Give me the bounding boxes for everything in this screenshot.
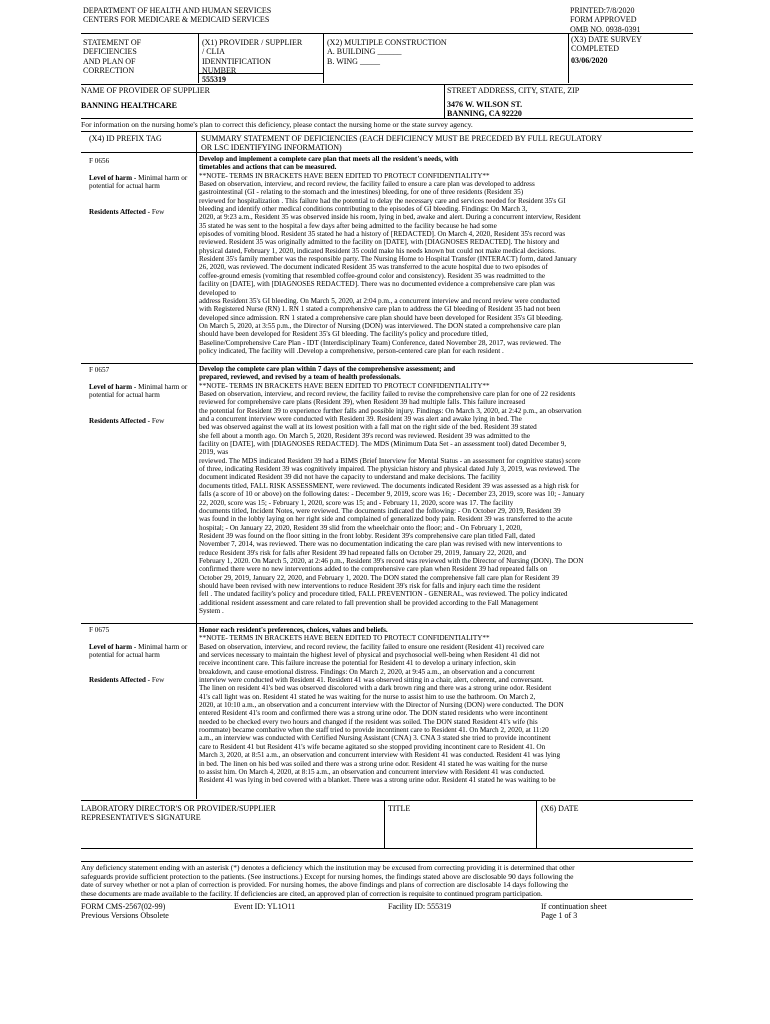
harm-level-label: Level of harm -: [89, 383, 139, 391]
body-line: documents titled, FALL RISK ASSESSMENT, were reviewed. The documents indicated Resident 39 was assessed as a high risk for: [199, 481, 580, 490]
title-line: Develop the complete care plan within 7 days of the comprehensive assessment; and: [199, 365, 456, 373]
harm-level-value: Minimal harm or potential for actual harm: [89, 174, 188, 191]
title-field-label: TITLE: [388, 804, 411, 813]
body-line: reviewed. Resident 35 was originally admitted to the facility on [DATE], with [DIAGNOSES REDACTED]. The history and: [199, 238, 560, 247]
page-indicator: [541, 902, 607, 921]
title-line: Honor each resident's preferences, choices, values and beliefs.: [199, 626, 388, 634]
id-prefix-tag-header: (X4) ID PREFIX TAG: [89, 134, 162, 143]
deficiency-title: [199, 365, 692, 382]
body-line: **NOTE- TERMS IN BRACKETS HAVE BEEN EDITED TO PROTECT CONFIDENTIALITY**: [199, 381, 490, 390]
harm-level-label: Level of harm -: [89, 174, 139, 182]
deficiency-narrative: [199, 155, 692, 355]
footnote-line: these documents are made available to the facility. If deficiencies are cited, an approved plan of correction is requisite to continued program participation.: [81, 889, 543, 899]
director-signature-label-2: REPRESENTATIVE'S SIGNATURE: [81, 813, 201, 823]
footnote-line: Any deficiency statement ending with an asterisk (*) denotes a deficiency which the institution may be excused from correcting providing it is determined that other: [81, 863, 575, 872]
body-line: Baseline/Comprehensive Care Plan - IDT (Interdisciplinary Team) Conference, dated November 28, 2017, was reviewed. The: [199, 338, 561, 347]
body-line: care to Resident 41 but Resident 41's wife became agitated so she stopped providing incontinent care to Resident 41. On: [199, 742, 546, 751]
deficiency-body: [199, 382, 692, 616]
body-line: with Registered Nurse (RN) 1. RN 1 stated a comprehensive care plan to address the GI bleeding of Resident 35 had not been: [199, 305, 561, 314]
provider-id-label: [202, 38, 302, 75]
x2-line: B. WING _____: [327, 56, 380, 66]
harm-level-value: Minimal harm or potential for actual harm: [89, 383, 188, 400]
body-line: entered Resident 41's room and confirmed there was a strong urine odor. The DON stated residents who were incontinent: [199, 709, 548, 718]
printed-date: PRINTED:7/8/2020: [570, 6, 635, 15]
date-field-label: (X6) DATE: [541, 804, 579, 813]
residents-affected-value: Few: [151, 676, 165, 684]
deficiency-title: [199, 155, 692, 172]
x1-line: IDENNTIFICATION: [202, 56, 271, 66]
street-address-line-2: BANNING, CA 92220: [447, 109, 522, 118]
body-line: confirmed there were no new interventions added to the comprehensive care plan when Resident 39 had repeated falls on: [199, 565, 548, 574]
body-line: interview were conducted with Resident 41. Resident 41 was observed sitting in a chair, alert, coherent, and conversant.: [199, 676, 544, 685]
deficiency-body: [199, 172, 692, 356]
body-line: 26, 2020, was reviewed. The document indicated Resident 35 was transferred to the acute hospital due to two episodes of: [199, 263, 548, 272]
body-line: of three, indicating Resident 39 was cognitively impaired. The physician history and physical dated July 3, 2019, was reviewed. The: [199, 465, 580, 474]
body-line: should have been developed for Resident 35's GI bleeding. The facility's policy and procedure titled,: [199, 330, 489, 339]
deficiency-tag-block: [89, 626, 193, 634]
x1-line: NUMBER: [202, 65, 237, 75]
body-line: **NOTE- TERMS IN BRACKETS HAVE BEEN EDITED TO PROTECT CONFIDENTIALITY**: [199, 171, 490, 180]
deficiency-body: [199, 634, 692, 784]
body-line: address Resident 35's GI bleeding. On March 5, 2020, at 2:04 p.m., a concurrent interview and record review were conducted: [199, 296, 560, 305]
form-number-block: [81, 902, 169, 921]
form-number: FORM CMS-2567(02-99): [81, 902, 166, 911]
body-line: document indicated Resident 39 did not have the capacity to understand and make decisions. The facility: [199, 473, 501, 482]
agency-line-2: CENTERS FOR MEDICARE & MEDICAID SERVICES: [83, 15, 270, 25]
body-line: Resident 39 was found on the floor sitting in the front lobby. Resident 39's comprehensive care plan titled Fall, dated: [199, 531, 535, 540]
director-signature-label-1: LABORATORY DIRECTOR'S OR PROVIDER/SUPPLIER: [81, 804, 276, 813]
title-line: timetables and actions that can be measured.: [199, 163, 337, 172]
body-line: roommate) became combative when the staff tried to provide incontinent care to Resident 41. On March 2, 2020, at 11:20: [199, 726, 549, 735]
body-line: **NOTE- TERMS IN BRACKETS HAVE BEEN EDITED TO PROTECT CONFIDENTIALITY**: [199, 634, 490, 643]
body-line: developed to: [199, 288, 236, 297]
body-line: and services necessary to maintain the highest level of physical and psychosocial well-being when Resident 41 did not: [199, 651, 540, 660]
residents-affected-label: Residents Affected -: [89, 676, 152, 684]
signature-block: [81, 804, 276, 823]
x1-line: / CLIA: [202, 47, 225, 57]
omb-number: OMB NO. 0938-0391: [570, 24, 641, 34]
deficiency-tag: F 0657: [89, 366, 110, 374]
contact-note: For information on the nursing home's plan to correct this deficiency, please contact the nursing home or the state survey agency.: [81, 120, 473, 129]
street-address-label: STREET ADDRESS, CITY, STATE, ZIP: [447, 86, 580, 95]
body-line: facility on [DATE], with [DIAGNOSES REDACTED]. The MDS (Minimum Data Set - an assessment tool) dated December 9,: [199, 440, 567, 449]
body-line: bleeding and identify other medical conditions contributing to the episodes of GI bleeding. Findings: On March 3,: [199, 205, 528, 214]
harm-level-value: Minimal harm or potential for actual harm: [89, 643, 188, 660]
deficiency-narrative: [199, 365, 692, 615]
harm-level-label: Level of harm -: [89, 643, 139, 651]
form-status-block: [570, 6, 640, 34]
title-line: prepared, reviewed, and revised by a team of health professionals.: [199, 373, 401, 382]
body-line: System .: [199, 606, 224, 615]
footnote-line: safeguards provide sufficient protection to the patients. (See instructions.) Except for nursing homes, the findings stated above are disclosable 90 days following the: [81, 871, 574, 881]
body-line: should have been revised with new interventions to reduce Resident 39's risk for falls and injury each time the resident: [199, 581, 541, 590]
harm-level: [89, 643, 193, 660]
deficiency-tag: F 0675: [89, 626, 110, 634]
body-line: 22, 2020, score was 15; - February 1, 2020, score was 15; and - February 11, 2020, score was 17. The facility: [199, 498, 514, 507]
body-line: November 7, 2014, was reviewed. There was no documentation indicating the care plan was revised with new interventions to: [199, 540, 562, 549]
body-line: to assist him. On March 4, 2020, at 8:15 a.m., an observation and concurrent interview with Resident 41 was conducted.: [199, 767, 545, 776]
body-line: February 1, 2020. On March 5, 2020, at 2:46 p.m., Resident 39's record was reviewed with the Director of Nursing (DON). The DON: [199, 556, 584, 565]
footnote-line: date of survey whether or not a plan of correction is provided. For nursing homes, the above findings and plans of correction are disclosable 14 days following the: [81, 880, 569, 890]
summary-header-line-1: SUMMARY STATEMENT OF DEFICIENCIES (EACH DEFICIENCY MUST BE PRECEDED BY FULL REGULATORY: [201, 134, 603, 143]
x2-line: A. BUILDING ______: [327, 47, 402, 57]
body-line: On March 5, 2020, at 3:55 p.m., the Director of Nursing (DON) was interviewed. The DON stated a comprehensive care plan: [199, 321, 561, 330]
body-line: 35 stated he was sent to the hospital a few days after being admitted to the facility because he had some: [199, 221, 497, 230]
harm-level: [89, 383, 193, 400]
body-line: hospital; - On January 22, 2020, Resident 39 slid from the wheelchair onto the floor; and - On February 1, 2020,: [199, 523, 522, 532]
page-number: Page 1 of 3: [541, 911, 578, 921]
body-line: facility on [DATE], with [DIAGNOSES REDACTED]. There was no documented evidence a comprehensive care plan was: [199, 280, 555, 289]
body-line: reduce Resident 39's risk for falls after Resident 39 had repeated falls on October 29, 2019, January 22, 2020, and: [199, 548, 527, 557]
harm-level: [89, 174, 193, 191]
residents-affected: [89, 417, 193, 425]
body-line: Resident 41 was lying in bed covered with a blanket. There was a strong urine odor. Resident 41 stated he was waiting to be: [199, 776, 556, 785]
body-line: reviewed. The MDS indicated Resident 39 had a BIMS (Brief Interview for Mental Status - an assessment for cognitive status) score: [199, 456, 581, 465]
body-line: the potential for Resident 39 to experience further falls and possible injury. Findings: On March 3, 2020, at 2:42 p.m., an observation: [199, 406, 582, 415]
body-line: 2019, was: [199, 448, 229, 457]
body-line: 2020, at 9:23 a.m., Resident 35 was observed inside his room, lying in bed, awake and alert. During a concurrent interview, Resident: [199, 213, 581, 222]
body-line: was found in the lobby laying on her right side and complained of generalized body pain. Resident 39 was transferred to the acute: [199, 515, 573, 524]
agency-header: [83, 6, 271, 25]
summary-header: [201, 134, 602, 153]
body-line: bed was observed against the wall at its lowest position with a fall mat on the right side of the bed. Resident 39 stated: [199, 423, 537, 432]
body-line: physical dated, February 1, 2020, indicated Resident 35 could make his needs known but could not make medical decisions.: [199, 246, 556, 255]
body-line: .additional resident assessment and care related to fall prevention shall be provided according to the Fall Management: [199, 598, 539, 607]
residents-affected-label: Residents Affected -: [89, 208, 152, 216]
provider-name: BANNING HEALTHCARE: [81, 101, 177, 110]
multiple-construction-label: [327, 38, 447, 66]
body-line: October 29, 2019, January 22, 2020, and February 1, 2020. The DON stated the comprehensive fall care plan for Resident 39: [199, 573, 559, 582]
body-line: reviewed for comprehensive care plans (Resident 39), when Resident 39 had multiple falls. This failure increased: [199, 398, 526, 407]
statement-line: STATEMENT OF: [83, 38, 142, 47]
previous-versions-note: Previous Versions Obsolete: [81, 911, 169, 921]
x3-line: COMPLETED: [571, 44, 619, 54]
residents-affected: [89, 208, 193, 216]
body-line: documents titled, Incident Notes, were reviewed. The documents indicated the following: - On October 29, 2019, Resident 39: [199, 506, 561, 515]
body-line: developed since admission. RN 1 stated a comprehensive care plan should have been developed for Resident 35's GI bleeding.: [199, 313, 563, 322]
disclosure-footnote: [81, 864, 575, 899]
body-line: 2020, at 10:10 a.m., an observation and a concurrent interview with the Director of Nursing (DON) were conducted. The DON: [199, 701, 564, 710]
residents-affected-label: Residents Affected -: [89, 417, 152, 425]
deficiency-tag-block: [89, 157, 193, 165]
body-line: breakdown, and cause emotional distress. Findings: On March 2, 2020, at 9:45 a.m., an observation and a concurrent: [199, 667, 535, 676]
body-line: gastrointestinal (GI - relating to the stomach and the intestines) bleeding, for one of three residents (Resident 35): [199, 188, 524, 197]
body-line: Resident 35's family member was the responsible party. The Nursing Home to Hospital Transfer (INTERACT) form, dated January: [199, 255, 577, 264]
residents-affected: [89, 676, 193, 684]
body-line: coffee-ground emesis (vomiting that resembled coffee-ground color and consistency). Resident 35 was readmitted to the: [199, 271, 546, 280]
provider-name-label: NAME OF PROVIDER OF SUPPLIER: [81, 86, 210, 95]
body-line: The linen on resident 41's bed was observed discolored with a dark brown ring and there was a strong urine odor. Resident: [199, 684, 552, 693]
x1-line: (X1) PROVIDER / SUPPLIER: [202, 38, 303, 47]
x3-line: (X3) DATE SURVEY: [571, 35, 642, 44]
body-line: 41's call light was on. Resident 41 stated he was waiting for the nurse to assist him to use the bathroom. On March 2,: [199, 692, 536, 701]
body-line: Based on observation, interview, and record review, the facility failed to ensure one resident (Resident 41) received care: [199, 642, 545, 651]
title-line: Develop and implement a complete care plan that meets all the resident's needs, with: [199, 155, 459, 163]
statement-line: DEFICIENCIES: [83, 47, 137, 57]
provider-id-number: 555319: [202, 75, 226, 84]
body-line: falls (a score of 10 or above) on the following dates: - December 9, 2019, score was 16; - December 23, 2019, score was 10; - January: [199, 490, 585, 499]
survey-completed-date: 03/06/2020: [571, 56, 608, 65]
body-line: in bed. The linen on his bed was soiled and there was a strong urine odor. Resident 41 stated he was waiting for the nurse: [199, 759, 548, 768]
body-line: needed to be checked every two hours and changed if the resident was soiled. The DON stated Resident 41's wife (his: [199, 717, 538, 726]
deficiency-tag: F 0656: [89, 157, 110, 165]
date-survey-label: [571, 35, 642, 54]
deficiency-narrative: [199, 626, 692, 785]
agency-line-1: DEPARTMENT OF HEALTH AND HUMAN SERVICES: [83, 6, 272, 15]
summary-header-line-2: OR LSC IDENTIFYING INFORMATION): [201, 143, 342, 153]
body-line: reviewed for hospitalization . This failure had the potential to delay the necessary care and services needed for Resident 35's GI: [199, 196, 566, 205]
body-line: a.m., an interview was conducted with Certified Nursing Assistant (CNA) 3. CNA 3 stated she tried to provide incontinent: [199, 734, 551, 743]
event-id: Event ID: YL1O11: [234, 902, 296, 911]
body-line: and a concurrent interview were conducted with Resident 39. Resident 39 was alert and awake lying in bed. The: [199, 415, 522, 424]
body-line: Based on observation, interview, and record review, the facility failed to revise the comprehensive care plan for one of 22 residents: [199, 390, 576, 399]
street-address-line-1: 3476 W. WILSON ST.: [447, 100, 523, 109]
facility-id: Facility ID: 555319: [388, 902, 452, 911]
body-line: Based on observation, interview, and record review, the facility failed to ensure a care plan was developed to address: [199, 180, 535, 189]
body-line: policy indicated, The facility will .Develop a comprehensive, person-centered care plan for each resident .: [199, 346, 504, 355]
statement-of-deficiencies-label: [83, 38, 141, 75]
body-line: receive incontinent care. This failure increase the potential for Resident 41 to develop a urinary infection, skin: [199, 659, 516, 668]
form-approved: FORM APPROVED: [570, 15, 637, 25]
x2-line: (X2) MULTIPLE CONSTRUCTION: [327, 38, 447, 47]
body-line: episodes of vomiting blood. Resident 35 stated he had a history of [REDACTED]. On March 4, 2020, Resident 35's record was: [199, 230, 566, 239]
continuation-sheet-label: If continuation sheet: [541, 902, 607, 911]
statement-line: CORRECTION: [83, 65, 135, 75]
body-line: fell . The undated facility's policy and procedure titled, FALL PREVENTION - GENERAL, was reviewed. The policy indicated: [199, 590, 568, 599]
body-line: March 3, 2020, at 8:51 a.m., an observation and concurrent interview with Resident 41 was conducted. Resident 41 was lying: [199, 751, 561, 760]
deficiency-title: [199, 626, 692, 634]
residents-affected-value: Few: [151, 208, 165, 216]
residents-affected-value: Few: [151, 417, 165, 425]
deficiency-tag-block: [89, 366, 193, 374]
statement-line: AND PLAN OF: [83, 56, 136, 66]
body-line: she fell about a month ago. On March 5, 2020, Resident 39's record was reviewed. Resident 39 was admitted to the: [199, 431, 531, 440]
